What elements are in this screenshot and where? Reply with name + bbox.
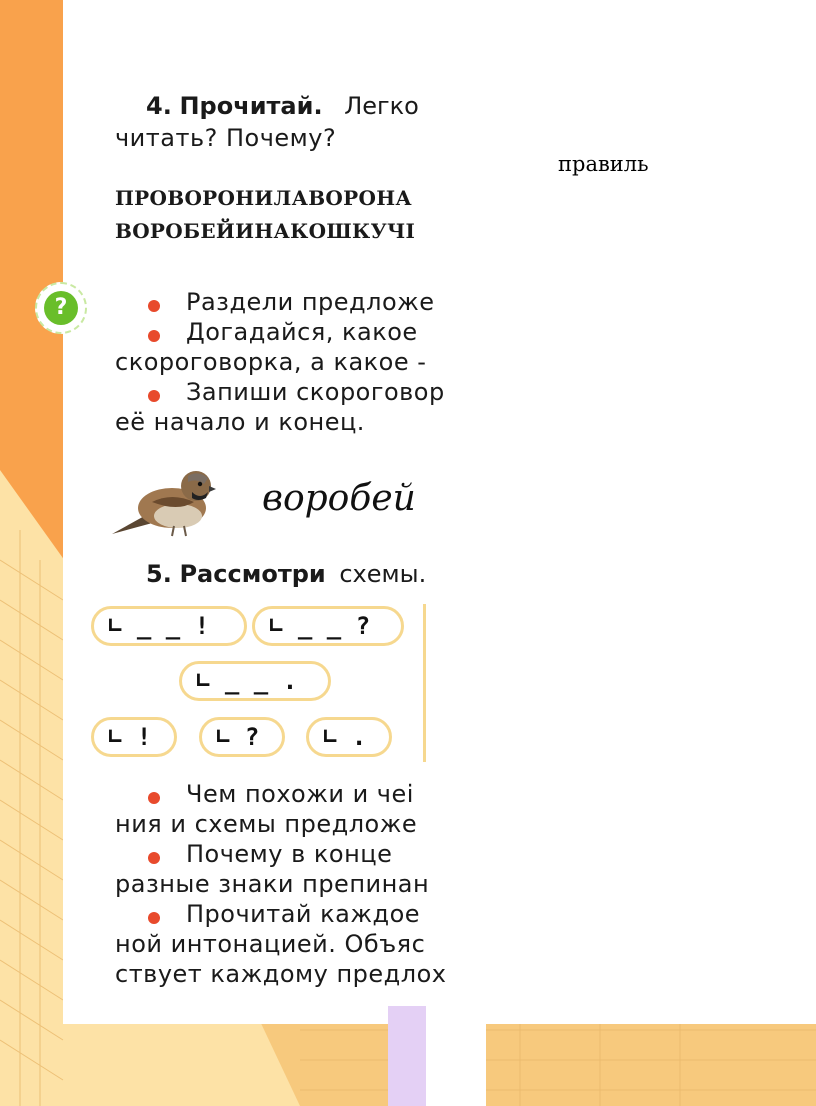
- exercise-4-line1-rest: Легко: [344, 92, 419, 120]
- question-badge[interactable]: [35, 282, 87, 334]
- caps-text-block: [115, 186, 426, 246]
- bullet-dot: [148, 390, 160, 402]
- ex5-bullet-1: Чем похожи и чеі: [186, 780, 414, 808]
- exercise-4-bullets: [110, 288, 445, 438]
- exercise-4-line2: читать? Почему?: [115, 124, 337, 152]
- ex5-bullet-2-cont: разные знаки препинан: [115, 870, 430, 898]
- sparrow-illustration: [108, 462, 218, 538]
- caps-line-1: ПРОВОРОНИЛАВОРОНА: [115, 186, 412, 210]
- scheme-exclaim-long: ∟ _ _ !: [91, 606, 247, 646]
- ex4-bullet-3: Запиши скороговор: [186, 378, 445, 406]
- bullet-dot: [148, 300, 160, 312]
- ex5-bullet-3-cont: ной интонацией. Объяс: [115, 930, 426, 958]
- bullet-dot: [148, 330, 160, 342]
- ex4-bullet-2: Догадайся, какое: [186, 318, 418, 346]
- bullet-dot: [148, 792, 160, 804]
- scheme-question-short: ∟ ?: [199, 717, 285, 757]
- exercise-5-number: 5.: [146, 560, 172, 588]
- exercise-5-rest: схемы.: [339, 560, 427, 588]
- scheme-box-edge: [423, 604, 426, 762]
- exercise-4-verb: Прочитай.: [179, 92, 323, 120]
- scheme-period-long: ∟ _ _ .: [179, 661, 331, 701]
- bullet-dot: [148, 912, 160, 924]
- scheme-period-short: ∟ .: [306, 717, 392, 757]
- ex4-bullet-3-cont: её начало и конец.: [115, 408, 365, 436]
- caps-line-2: ВОРОБЕЙИНАКОШКУЧІ: [115, 219, 416, 243]
- handwritten-word: [258, 470, 416, 530]
- ex4-bullet-1: Раздели предложе: [186, 288, 435, 316]
- scheme-exclaim-short: ∟ !: [91, 717, 177, 757]
- bottom-white-gap: [426, 1006, 486, 1106]
- ex5-bullet-3: Прочитай каждое: [186, 900, 421, 928]
- exercise-5-title: [146, 560, 426, 588]
- vocab-word: воробей: [262, 478, 416, 519]
- ex5-bullet-1-cont: ния и схемы предложе: [115, 810, 418, 838]
- bottom-accent-strip: [388, 1006, 426, 1106]
- scheme-question-long: ∟ _ _ ?: [252, 606, 404, 646]
- exercise-4-title: [146, 92, 419, 120]
- floating-word: правиль: [558, 152, 649, 176]
- exercise-5-verb: Рассмотри: [179, 560, 326, 588]
- ex5-bullet-2: Почему в конце: [186, 840, 393, 868]
- ex5-bullet-3-cont2: ствует каждому предлох: [115, 960, 447, 988]
- exercise-4-number: 4.: [146, 92, 172, 120]
- exercise-5-bullets: [110, 780, 447, 990]
- ex4-bullet-2-cont: скороговорка, а какое -: [115, 348, 427, 376]
- bullet-dot: [148, 852, 160, 864]
- question-icon: ?: [44, 291, 78, 325]
